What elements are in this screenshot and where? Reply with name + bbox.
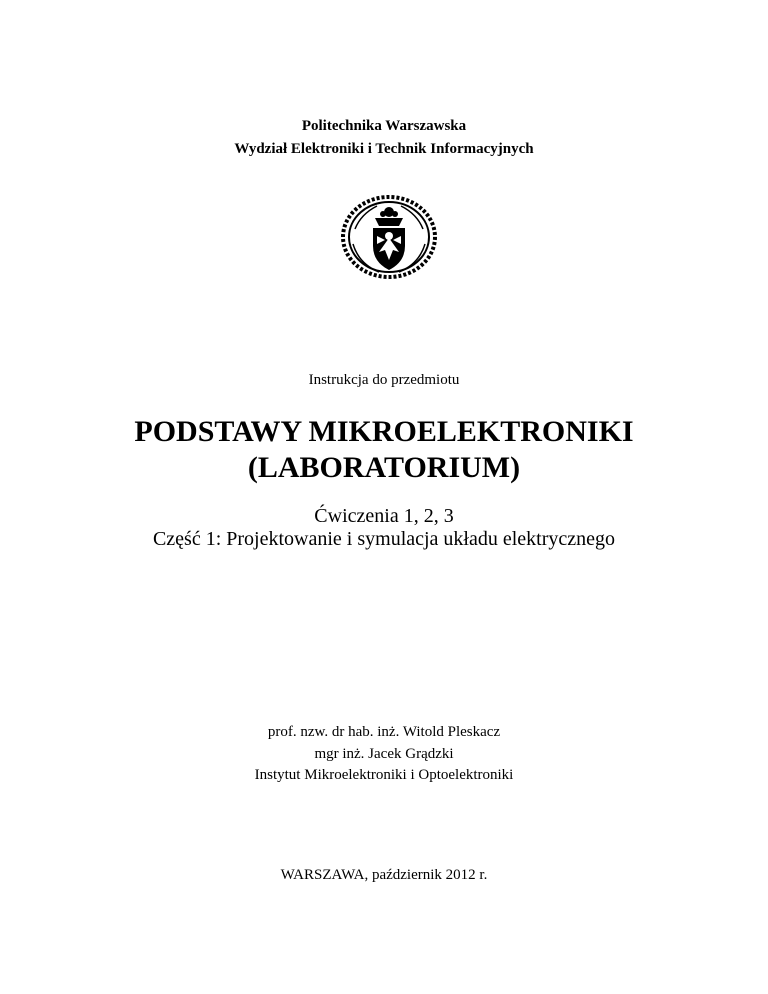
author-name: prof. nzw. dr hab. inż. Witold Pleskacz	[267, 724, 501, 740]
institute-name: Instytut Mikroelektroniki i Optoelektroniki	[254, 767, 514, 783]
part-heading: Część 1: Projektowanie i symulacja układu elektrycznego	[152, 528, 616, 550]
instruction-label: Instrukcja do przedmiotu	[308, 372, 460, 388]
course-title: PODSTAWY MIKROELEKTRONIKI	[134, 415, 634, 448]
course-subtitle: (LABORATORIUM)	[247, 451, 521, 484]
university-emblem-icon	[339, 194, 439, 280]
place-date: WARSZAWA, październik 2012 r.	[280, 867, 488, 883]
university-name: Politechnika Warszawska	[301, 118, 467, 134]
exercises-heading: Ćwiczenia 1, 2, 3	[314, 505, 454, 527]
faculty-name: Wydział Elektroniki i Technik Informacyjnych	[234, 141, 534, 157]
author-name: mgr inż. Jacek Grądzki	[314, 746, 454, 762]
